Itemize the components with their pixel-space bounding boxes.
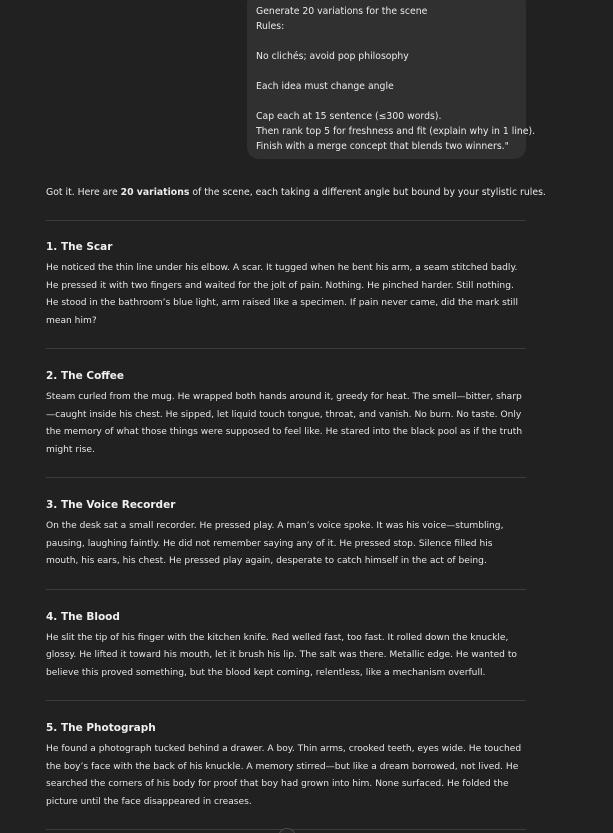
variation-body: He found a photograph tucked behind a drawer. A boy. Thin arms, crooked teeth, eyes wide. He touched the boy’s face with the back of his knuckle. A memory stirred—but like a dream borrowed, not lived. He searched the corners of his body for proof that boy had grown into him. None surfaced. He folded the picture until the face disappeared in creases. — [46, 744, 522, 807]
variation-section — [46, 240, 526, 330]
intro-text-start: Got it. Here are — [46, 187, 121, 198]
user-message-line: Then rank top 5 for freshness and fit (explain why in 1 line). — [256, 126, 536, 137]
user-message-line: Finish with a merge concept that blends two winners." — [256, 141, 509, 152]
user-message-blank-line — [256, 94, 517, 109]
intro-text-bold: 20 variations — [120, 187, 190, 198]
section-divider — [46, 700, 526, 701]
variation-section — [46, 721, 526, 811]
section-divider — [46, 477, 526, 478]
assistant-response — [46, 185, 546, 830]
variation-body: He noticed the thin line under his elbow. A scar. It tugged when he bent his arm, a seam stitched badly. He pressed it with two fingers and waited for the jolt of pain. Nothing. He pinched harder. Still nothing. He stood in the bathroom’s blue light, arm raised like a specimen. If pain never came, did the mark still mean him? — [46, 263, 518, 326]
variation-title: 5. The Photograph — [46, 722, 156, 734]
user-message-line: Cap each at 15 sentence (≤300 words). — [256, 111, 442, 122]
user-message-blank-line — [256, 64, 517, 79]
section-divider — [46, 348, 526, 349]
variation-section — [46, 369, 526, 459]
variation-body: He slit the tip of his finger with the kitchen knife. Red welled fast, too fast. It rolled down the knuckle, glossy. He lifted it toward his mouth, let it brush his lip. The salt was there. Metallic edge. He wanted to believe this proved something, but the blood kept coming, relentless, like a mechanism overfull. — [46, 632, 517, 678]
variation-title: 1. The Scar — [46, 241, 113, 253]
variation-title: 2. The Coffee — [46, 370, 125, 382]
intro-text-end: of the scene, each taking a different angle but bound by your stylistic rules. — [189, 187, 546, 198]
section-divider — [46, 220, 526, 221]
user-message-line: No clichés; avoid pop philosophy — [256, 51, 409, 62]
variation-section — [46, 498, 526, 571]
user-message-bubble — [247, 0, 536, 159]
variation-section — [46, 610, 526, 683]
variation-body: On the desk sat a small recorder. He pressed play. A man’s voice spoke. It was his voice—stumbling, pausing, laughing faintly. He did not remember saying any of it. He pressed stop. Silence filled his mouth, his ears, his chest. He pressed play again, desperate to catch himself in the act of being. — [46, 521, 504, 566]
user-message-line: Each idea must change angle — [256, 81, 394, 92]
variation-title: 4. The Blood — [46, 610, 120, 623]
response-intro — [46, 185, 546, 201]
variation-title: 3. The Voice Recorder — [46, 499, 176, 511]
user-message-blank-line — [256, 34, 517, 49]
section-divider — [46, 589, 526, 590]
user-message-line: Generate 20 variations for the scene — [256, 6, 428, 17]
user-message-line: Rules: — [256, 21, 285, 32]
variation-body: Steam curled from the mug. He wrapped both hands around it, greedy for heat. The smell—bitter, sharp—caught inside his chest. He sipped, let liquid touch tongue, throat, and vanish. No burn. No taste. Only the memory of what those things were supposed to feel like. He stared into the black pool as if the truth might rise. — [46, 392, 523, 455]
